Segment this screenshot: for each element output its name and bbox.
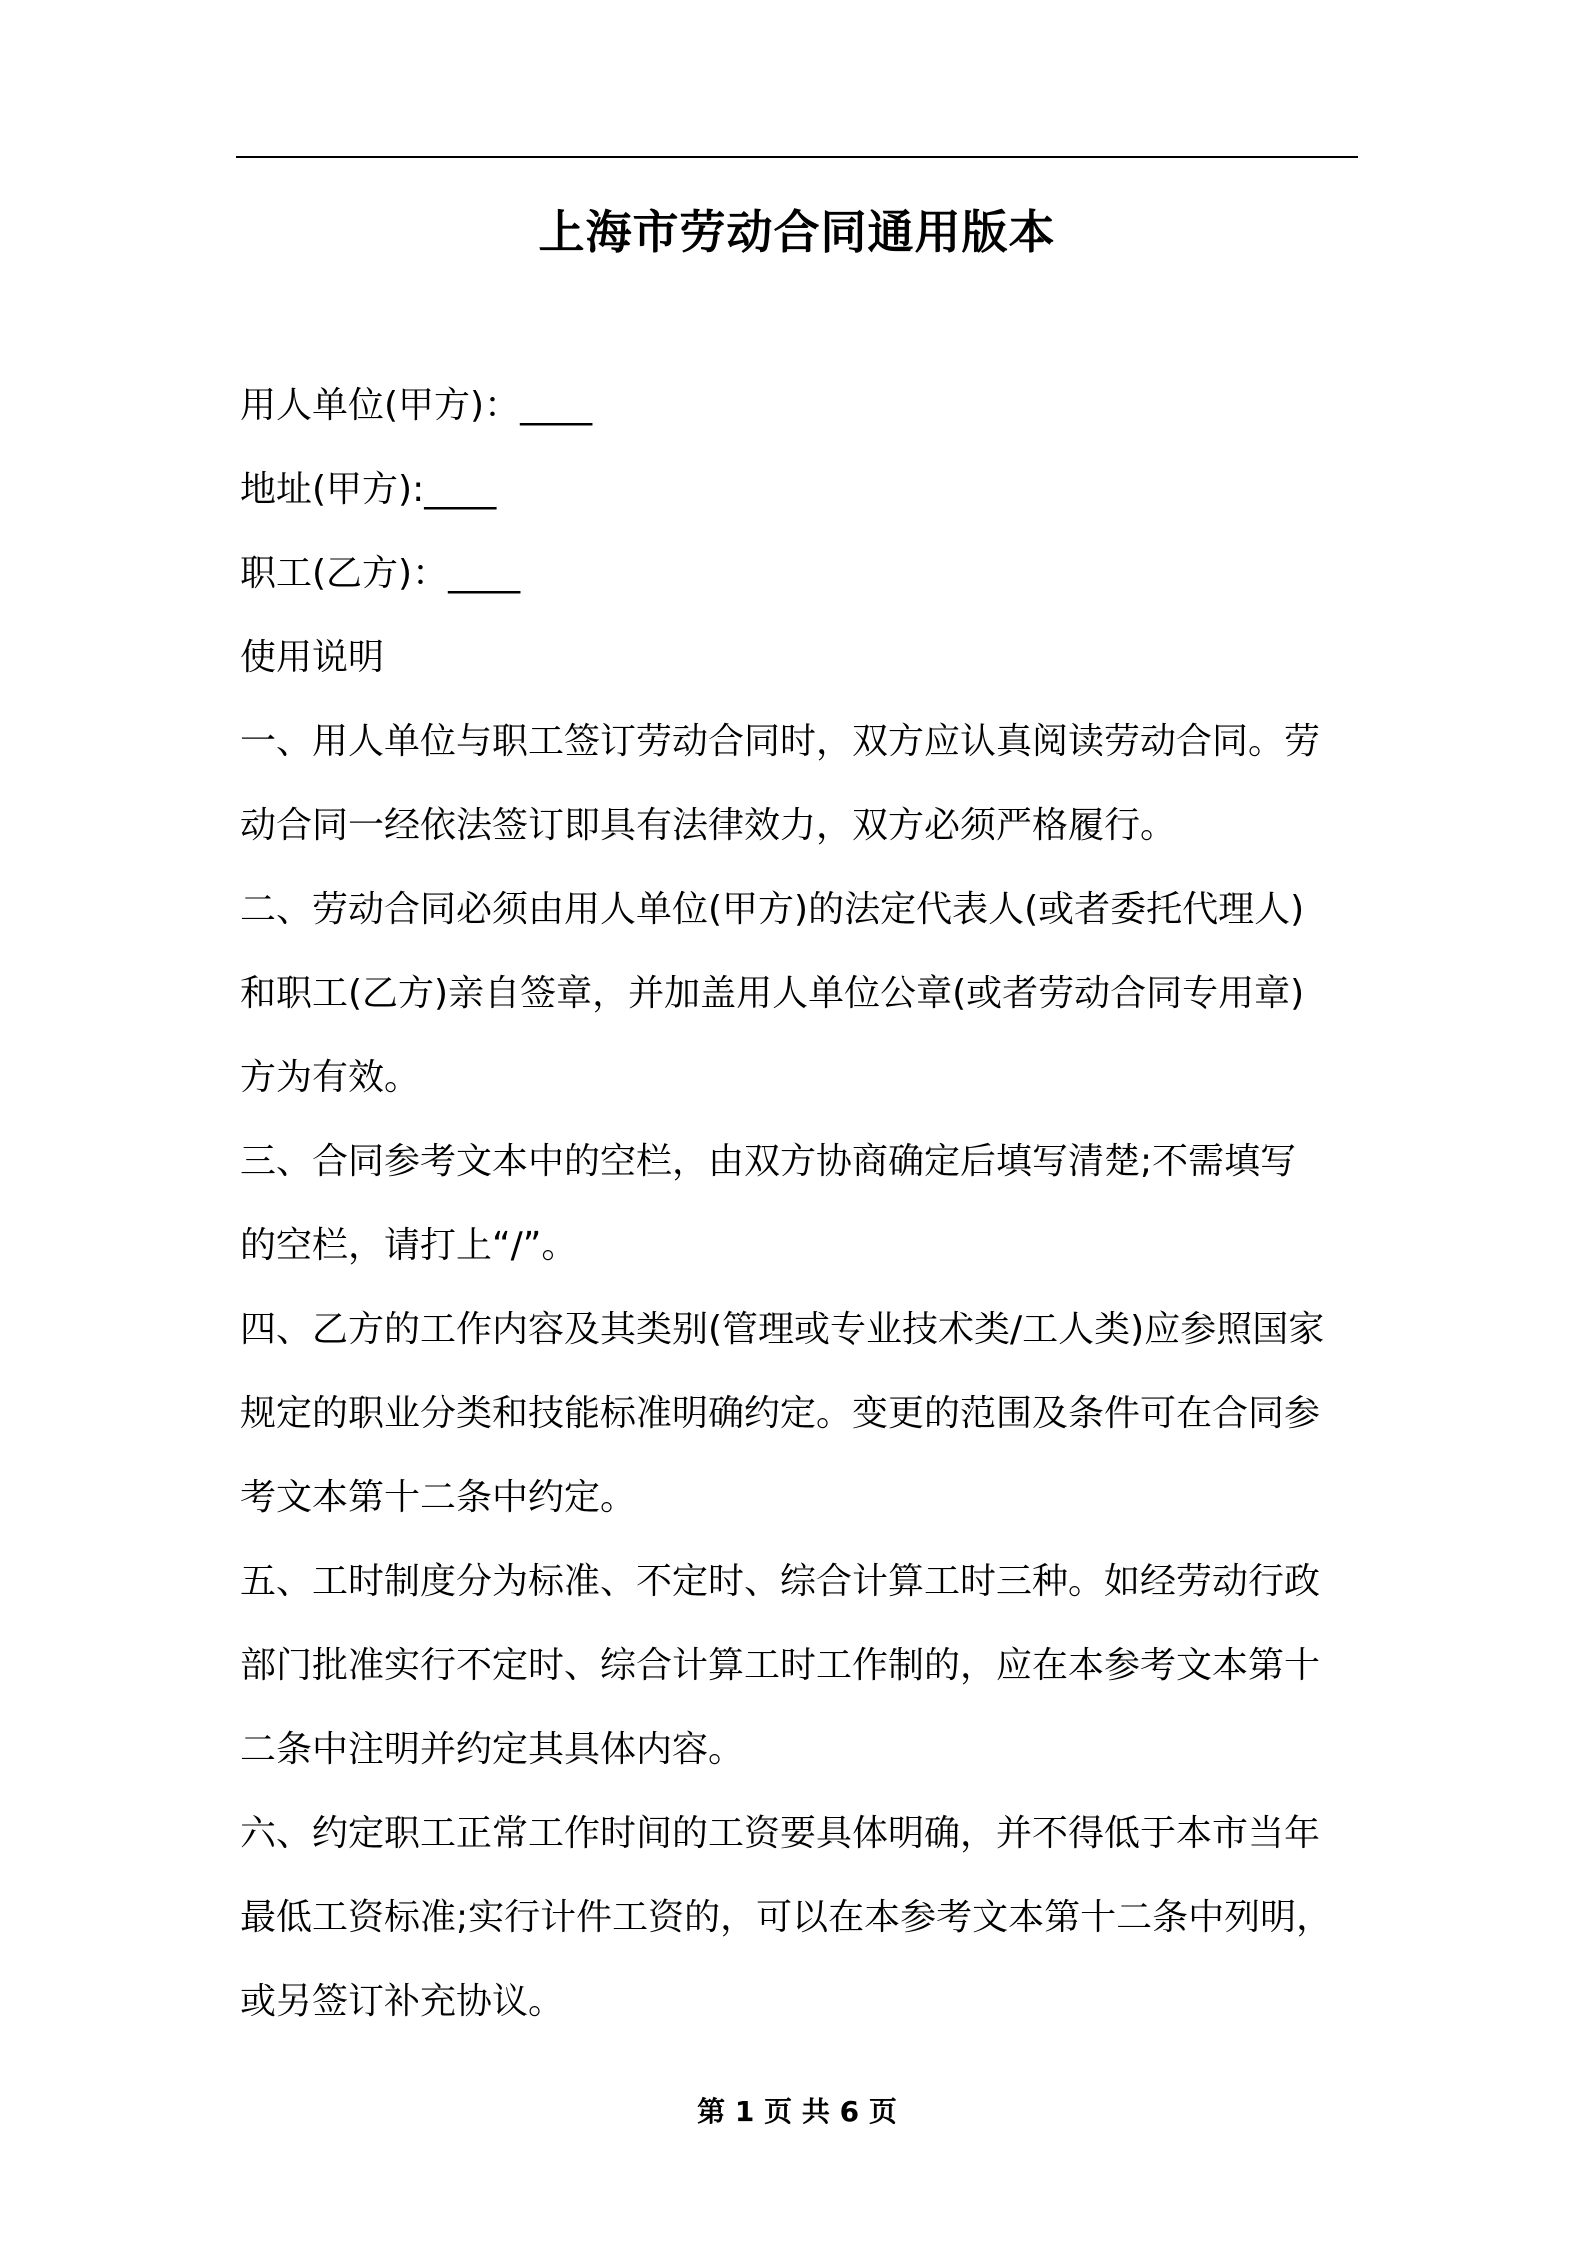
section-heading-instructions: 使用说明 [240, 637, 385, 678]
paragraph-line: 和职工(乙方)亲自签章，并加盖用人单位公章(或者劳动合同专用章) [240, 973, 1305, 1014]
paragraph-line: 三、合同参考文本中的空栏，由双方协商确定后填写清楚;不需填写 [240, 1141, 1297, 1182]
paragraph-line: 规定的职业分类和技能标准明确约定。变更的范围及条件可在合同参 [240, 1393, 1321, 1434]
paragraph-line: 二、劳动合同必须由用人单位(甲方)的法定代表人(或者委托代理人) [240, 889, 1305, 930]
field-address: 地址(甲方):____ [240, 469, 497, 510]
paragraph-line: 动合同一经依法签订即具有法律效力，双方必须严格履行。 [240, 805, 1177, 846]
document-body [240, 364, 1360, 2044]
paragraph-line: 五、工时制度分为标准、不定时、综合计算工时三种。如经劳动行政 [240, 1561, 1321, 1602]
field-employer: 用人单位(甲方)：____ [240, 385, 593, 426]
paragraph-line: 或另签订补充协议。 [240, 1981, 565, 2022]
paragraph-line: 六、约定职工正常工作时间的工资要具体明确，并不得低于本市当年 [240, 1813, 1321, 1854]
field-employee: 职工(乙方)：____ [240, 553, 521, 594]
paragraph-line: 二条中注明并约定其具体内容。 [240, 1729, 745, 1770]
page-number: 第 1 页 共 6 页 [697, 2095, 897, 2128]
document-title: 上海市劳动合同通用版本 [538, 205, 1056, 259]
paragraph-line: 的空栏，请打上“/”。 [240, 1225, 578, 1266]
paragraph-line: 考文本第十二条中约定。 [240, 1477, 637, 1518]
paragraph-line: 最低工资标准;实行计件工资的，可以在本参考文本第十二条中列明， [240, 1897, 1333, 1938]
paragraph-line: 一、用人单位与职工签订劳动合同时，双方应认真阅读劳动合同。劳 [240, 721, 1321, 762]
header-rule [236, 156, 1358, 158]
paragraph-line: 方为有效。 [240, 1057, 421, 1098]
paragraph-line: 部门批准实行不定时、综合计算工时工作制的，应在本参考文本第十 [240, 1645, 1321, 1686]
paragraph-line: 四、乙方的工作内容及其类别(管理或专业技术类/工人类)应参照国家 [240, 1309, 1325, 1350]
